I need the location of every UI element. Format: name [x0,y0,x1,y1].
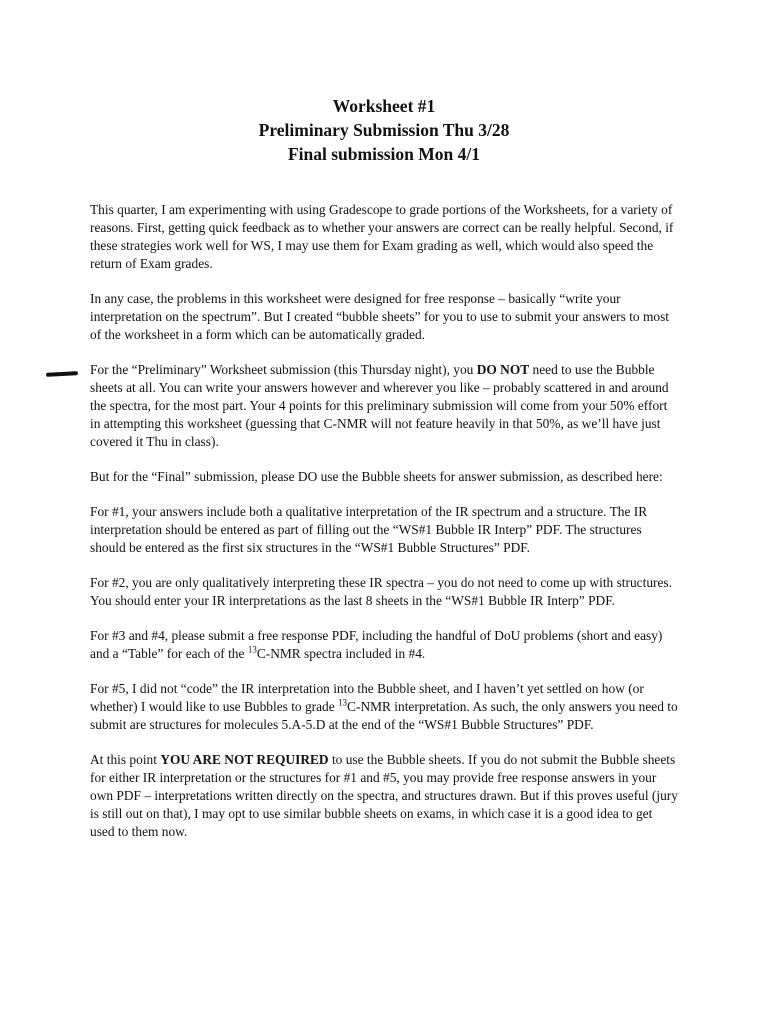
paragraph-not-required [90,751,680,841]
paragraph-problem-3-4-text-a: For #3 and #4, please submit a free response PDF, including the handful of DoU problems (short and easy) and a “Table” for each of the [90,628,663,661]
title-block [0,94,768,166]
paragraph-problem-5-text-a: For #5, I did not “code” the IR interpretation into the Bubble sheet, and I haven’t yet settled on how (or whether) I would like to use Bubbles to grade [90,681,644,714]
paragraph-free-response: In any case, the problems in this worksheet were designed for free response – basically “write your interpretation on the spectrum”. But I created “bubble sheets” for you to use to submit your answers to most of the worksheet in a form which can be automatically graded. [90,291,670,342]
paragraph-intro: This quarter, I am experimenting with using Gradescope to grade portions of the Worksheets, for a variety of reasons. First, getting quick feedback as to whether your answers are correct can be really helpful. Second, if these strategies work well for WS, I may use them for Exam grading as well, which would also speed the return of Exam grades. [90,202,674,271]
paragraph-problem-5-text-b: C-NMR interpretation. As such, the only answers you need to submit are structures for molecules 5.A-5.D at the end of the “WS#1 Bubble Structures” PDF. [90,699,678,732]
paragraph-not-required-text-b: to use the Bubble sheets. If you do not submit the Bubble sheets for either IR interpretation or the structures for #1 and #5, you may provide free response answers in your own PDF – interpretations written directly on the spectra, and structures drawn. But if this proves useful (jury is still out on that), I may opt to use similar bubble sheets on exams, in which case it is a good idea to get used to them now. [90,752,678,839]
paragraph-problem-3-4 [90,627,680,663]
paragraph-preliminary-text-a: For the “Preliminary” Worksheet submission (this Thursday night), you [90,362,477,377]
paragraph-problem-5-superscript: 13 [338,697,348,708]
final-submission-date: Final submission Mon 4/1 [287,144,481,164]
paragraph-not-required-text-a: At this point [90,752,161,767]
paragraph-problem-3-4-superscript: 13 [247,644,257,655]
paragraph-not-required-bold: YOU ARE NOT REQUIRED [160,752,329,767]
paragraph-preliminary [90,361,680,451]
paragraph-problem-1: For #1, your answers include both a qualitative interpretation of the IR spectrum and a structure. The IR interpretation should be entered as part of filling out the “WS#1 Bubble IR Interp” PDF. The structures should be entered as the first six structures in the “WS#1 Bubble Structures” PDF. [90,504,648,555]
paragraph-problem-3-4-text-b: C-NMR spectra included in #4. [256,646,426,661]
paragraph-final: But for the “Final” submission, please DO use the Bubble sheets for answer submission, as described here: [90,469,663,484]
paragraph-preliminary-bold: DO NOT [476,362,530,377]
paragraph-preliminary-text-b: need to use the Bubble sheets at all. You can write your answers however and wherever you like – probably scattered in and around the spectra, for the most part. Your 4 points for this preliminary submission will come from your 50% effort in attempting this worksheet (guessing that C-NMR will not feature heavily in that 50%, as we’ll have just covered it Thu in class). [90,362,669,449]
preliminary-submission-date: Preliminary Submission Thu 3/28 [258,120,510,140]
paragraph-problem-5 [90,680,680,734]
handwritten-margin-mark [46,371,78,377]
paragraph-problem-2: For #2, you are only qualitatively interpreting these IR spectra – you do not need to come up with structures. You should enter your IR interpretations as the last 8 sheets in the “WS#1 Bubble IR Interp” PDF. [90,575,672,608]
worksheet-title: Worksheet #1 [332,96,436,116]
document-body [90,201,680,858]
